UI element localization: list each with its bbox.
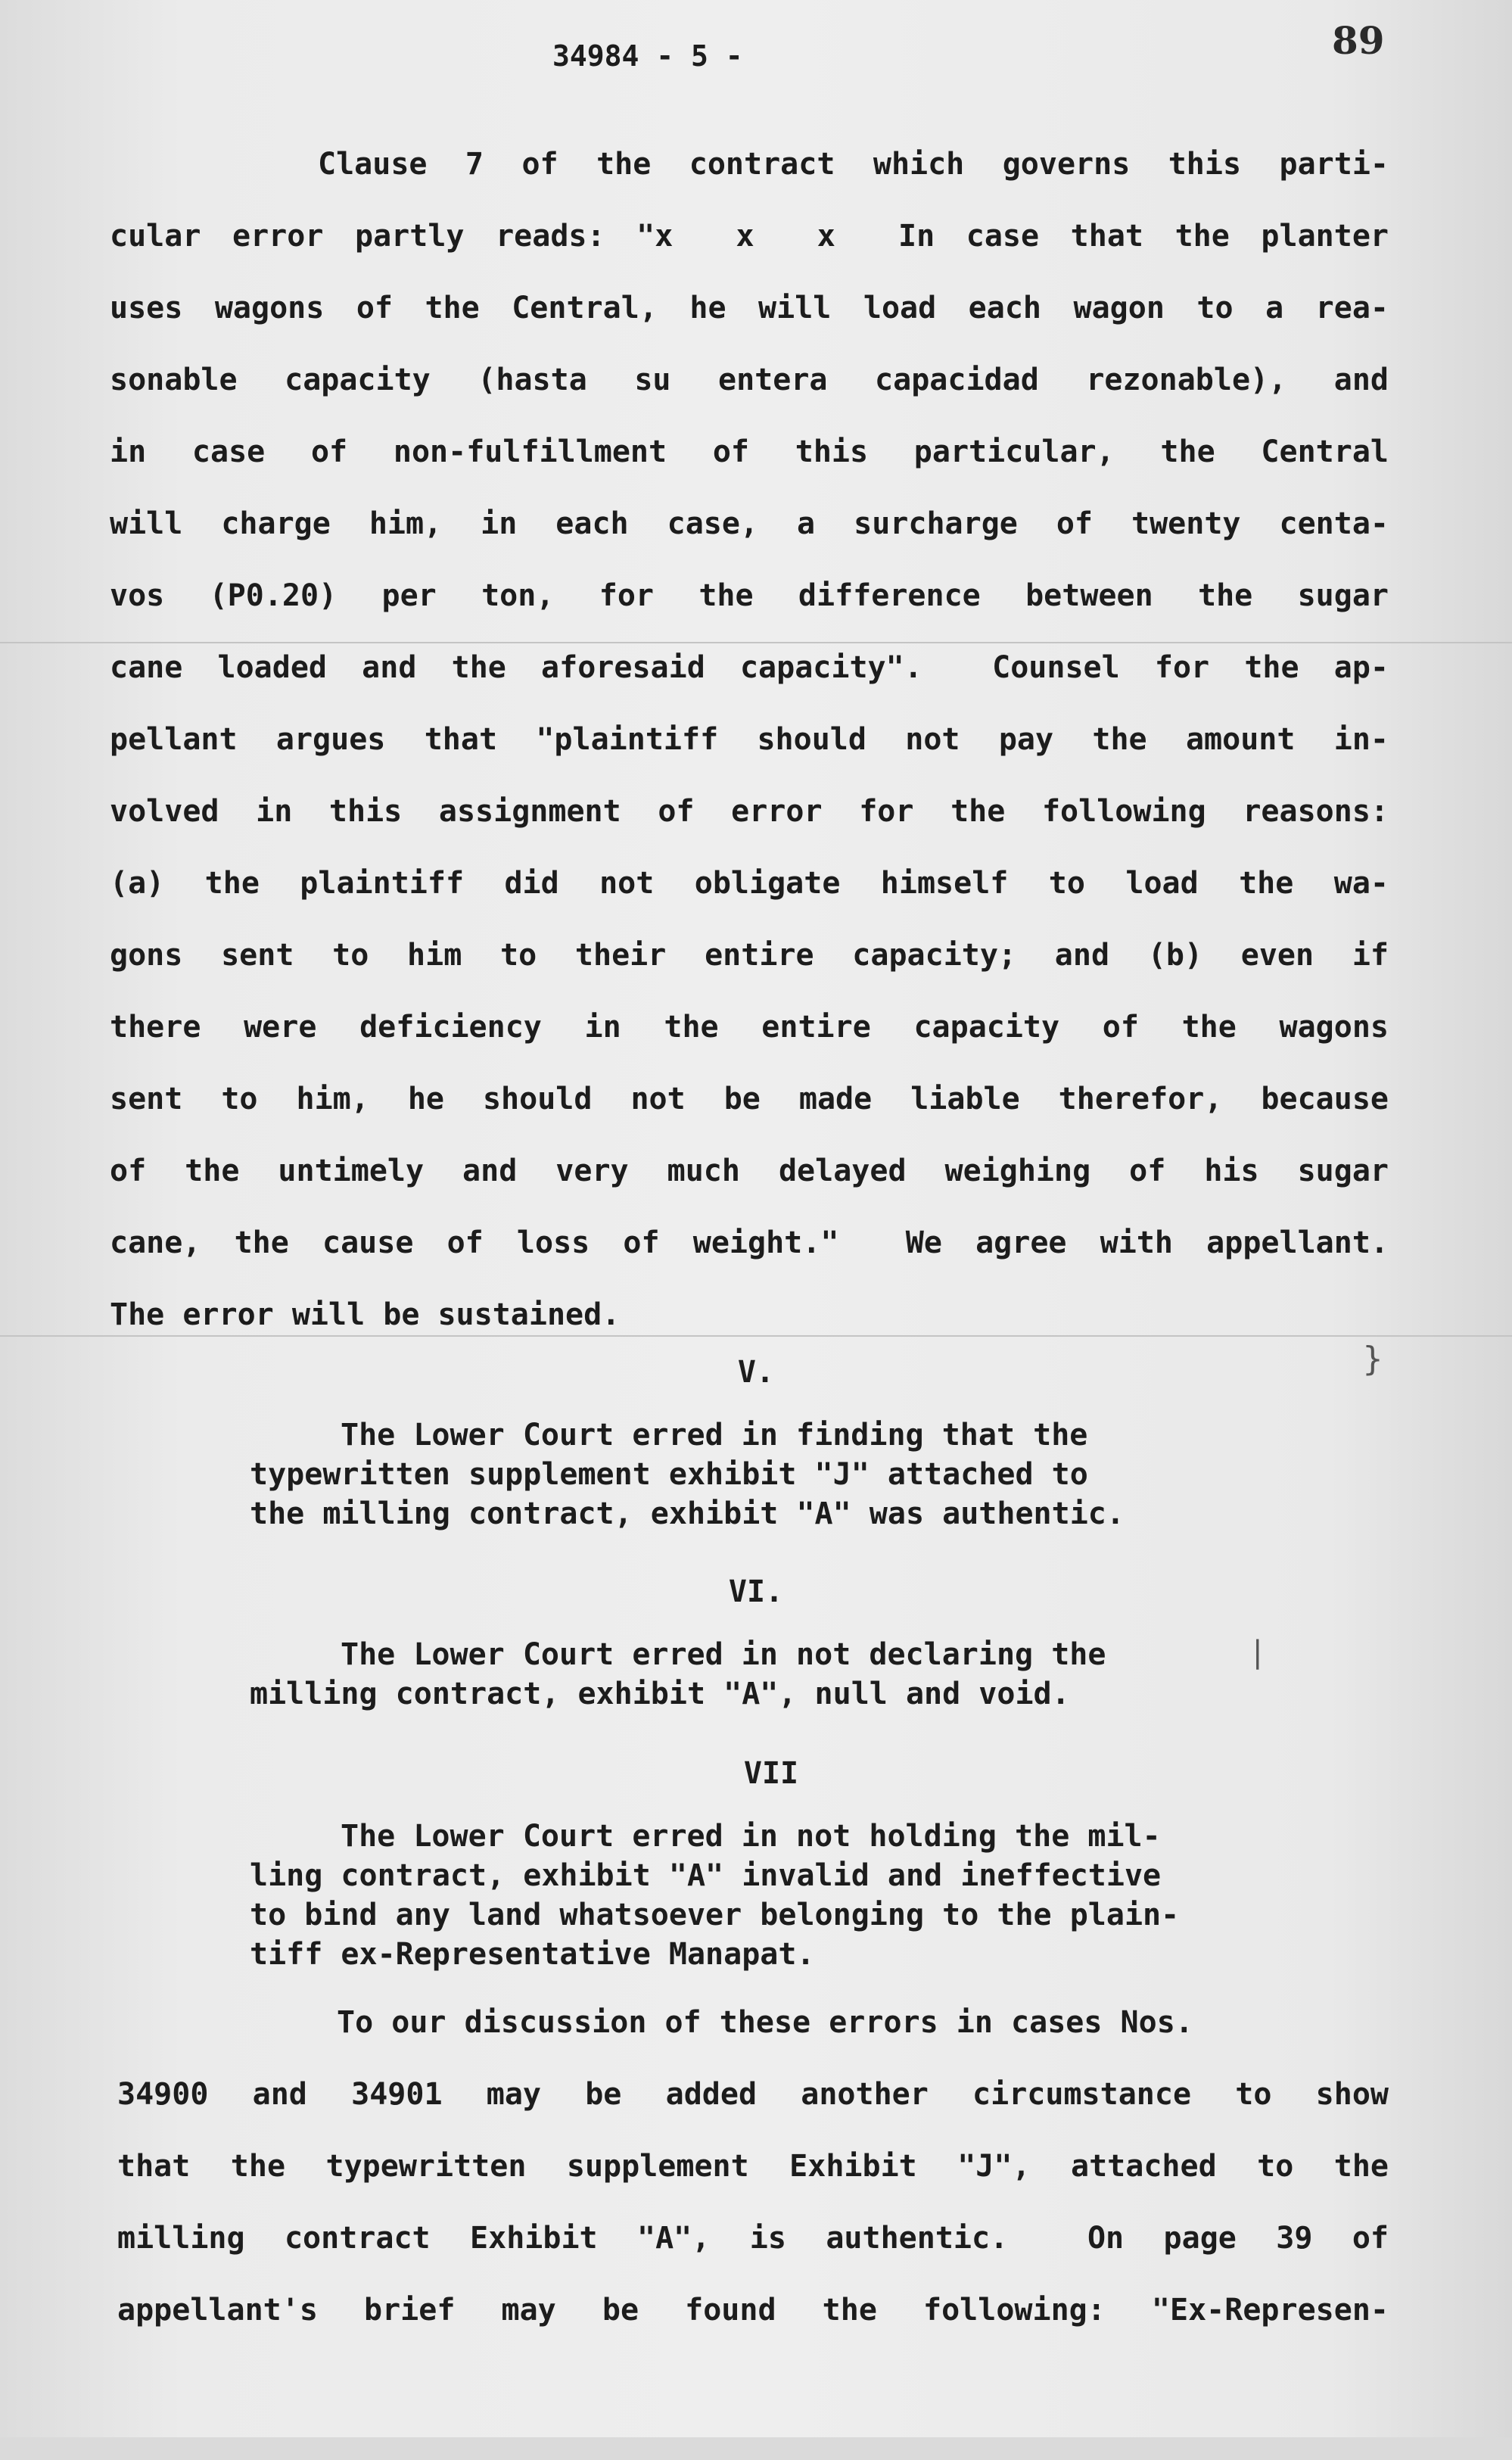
text-line: vos (P0.20) per ton, for the difference between the sugar xyxy=(110,578,1389,613)
bracket-mark: } xyxy=(1362,1340,1383,1378)
text-line: will charge him, in each case, a surcharge of twenty centa- xyxy=(110,506,1389,541)
text-line: that the typewritten supplement Exhibit "J", attached to the xyxy=(117,2149,1389,2184)
text-line: milling contract, exhibit "A", null and void. xyxy=(250,1677,1070,1711)
section-heading-v: V. xyxy=(737,1355,775,1390)
stray-mark: | xyxy=(1252,1635,1263,1670)
text-line: the milling contract, exhibit "A" was authentic. xyxy=(250,1496,1125,1531)
text-line: sent to him, he should not be made liable therefor, because xyxy=(110,1082,1389,1116)
text-line: there were deficiency in the entire capacity of the wagons xyxy=(110,1010,1389,1045)
text-line: cane loaded and the aforesaid capacity". Counsel for the ap- xyxy=(110,650,1389,685)
text-line: cular error partly reads: "x x x In case that the planter xyxy=(110,219,1389,254)
error-block-vi xyxy=(250,1635,1324,1714)
text-line: (a) the plaintiff did not obligate himself to load the wa- xyxy=(110,866,1389,901)
text-line: typewritten supplement exhibit "J" attached to xyxy=(250,1457,1088,1492)
error-block-v xyxy=(250,1415,1324,1534)
error-block-vii xyxy=(250,1817,1324,1974)
text-line: cane, the cause of loss of weight." We agree with appellant. xyxy=(110,1225,1389,1260)
text-line: 34900 and 34901 may be added another circumstance to show xyxy=(117,2077,1389,2112)
text-line: The Lower Court erred in not declaring the xyxy=(341,1637,1106,1672)
section-heading-vii: VII xyxy=(743,1756,799,1791)
text-line: The error will be sustained. xyxy=(110,1297,621,1332)
section-heading-vi: VI. xyxy=(728,1574,784,1609)
text-line: tiff ex-Representative Manapat. xyxy=(250,1937,815,1972)
text-line: The Lower Court erred in finding that the xyxy=(341,1418,1088,1453)
text-line: volved in this assignment of error for the following reasons: xyxy=(110,794,1389,829)
text-line: sonable capacity (hasta su entera capacidad rezonable), and xyxy=(110,363,1389,397)
text-line: to bind any land whatsoever belonging to the plain- xyxy=(250,1898,1180,1932)
scan-footer-strip xyxy=(0,2437,1512,2460)
text-line: Clause 7 of the contract which governs this parti- xyxy=(318,147,1389,182)
text-line: To our discussion of these errors in cases Nos. xyxy=(337,2005,1193,2040)
text-line: milling contract Exhibit "A", is authentic. On page 39 of xyxy=(117,2221,1389,2256)
text-line: gons sent to him to their entire capacity; and (b) even if xyxy=(110,938,1389,973)
case-reference: 34984 - 5 - xyxy=(552,39,743,73)
text-line: The Lower Court erred in not holding the mil- xyxy=(341,1819,1161,1854)
page-number: 89 xyxy=(1332,18,1385,63)
paragraph-clause-7 xyxy=(110,129,1389,1351)
text-line: uses wagons of the Central, he will load each wagon to a rea- xyxy=(110,291,1389,325)
text-line: pellant argues that "plaintiff should not pay the amount in- xyxy=(110,722,1389,757)
paragraph-discussion xyxy=(117,1987,1389,2346)
text-line: in case of non-fulfillment of this particular, the Central xyxy=(110,434,1389,469)
text-line: appellant's brief may be found the following: "Ex-Represen- xyxy=(117,2293,1389,2328)
text-line: ling contract, exhibit "A" invalid and ineffective xyxy=(250,1858,1162,1893)
text-line: of the untimely and very much delayed weighing of his sugar xyxy=(110,1154,1389,1188)
